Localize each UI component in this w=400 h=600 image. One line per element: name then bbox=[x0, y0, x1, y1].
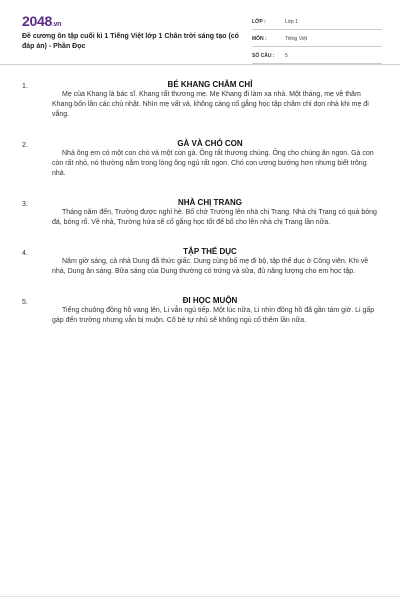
meta-label-grade: LỚP : bbox=[252, 18, 266, 25]
page-header bbox=[0, 0, 400, 65]
meta-label-subject: MÔN : bbox=[252, 35, 267, 42]
meta-label-question-count: SỐ CÂU : bbox=[252, 52, 275, 59]
passage-body: Mẹ của Khang là bác sĩ. Khang rất thương mẹ. Mẹ Khang đi làm xa nhà. Một tháng, mẹ về thăm Khang bốn lần các chủ nhật. Nhìn mẹ vất vả, không càng cố gắng học tập chăm chỉ dọn nhà khi mẹ đi vắng. bbox=[52, 91, 369, 118]
reading-passage bbox=[0, 138, 400, 179]
meta-row-grade bbox=[252, 14, 382, 30]
passage-number: 4. bbox=[22, 250, 28, 257]
meta-table bbox=[252, 14, 382, 65]
passage-number: 3. bbox=[22, 201, 28, 208]
reading-passage bbox=[0, 197, 400, 228]
reading-passage bbox=[0, 246, 400, 277]
reading-passage bbox=[0, 295, 400, 326]
meta-value-subject: Tiếng Việt bbox=[285, 35, 308, 42]
passage-number: 5. bbox=[22, 299, 28, 306]
passage-body: Năm giờ sáng, cả nhà Dung đã thức giấc. Dung cùng bố mẹ đi bộ, tập thể dục ở Công viên. Khi về nhà, Dung ăn sáng. Bữa sáng của Dung thường có trứng và sữa, đủ năng lượng cho em học tập. bbox=[52, 258, 369, 275]
passage-body: Tiếng chuông đồng hồ vang lên, Li vẫn ngủ tiếp. Một lúc nữa, Li nhìn đồng hồ đã gần tám giờ. Li gấp gáp đến trường nhưng vẫn bị muộn. Cô bé tự nhủ sẽ không ngủ cố thêm lần nữa. bbox=[52, 307, 375, 324]
meta-row-question-count bbox=[252, 48, 382, 64]
passage-title: NHÀ CHỊ TRANG bbox=[178, 198, 242, 207]
document-title: Đề cương ôn tập cuối kì 1 Tiếng Việt lớp 1 Chân trời sáng tạo (có đáp án) - Phần Đọc bbox=[22, 33, 239, 50]
site-logo[interactable] bbox=[22, 13, 61, 29]
reading-content bbox=[0, 76, 400, 344]
passage-title: TẬP THỂ DỤC bbox=[183, 247, 237, 256]
meta-value-grade: Lớp 1 bbox=[285, 18, 299, 25]
reading-passage bbox=[0, 79, 400, 120]
meta-row-subject bbox=[252, 31, 382, 47]
passage-number: 1. bbox=[22, 83, 28, 90]
passage-title: BÉ KHANG CHĂM CHỈ bbox=[167, 80, 253, 89]
passage-number: 2. bbox=[22, 142, 28, 149]
page-bottom-divider bbox=[0, 596, 400, 597]
logo-domain: .vn bbox=[51, 21, 62, 28]
passage-body: Tháng năm đến, Trường được nghỉ hè. Bố chở Trường lên nhà chị Trang. Nhà chị Trang có quả bóng đá, bóng rổ. Về nhà, Trường hứa sẽ cố gắng học tốt để bố cho lên nhà chị Trang lần nữa. bbox=[52, 209, 377, 226]
logo-text: 2048 bbox=[22, 13, 52, 29]
passage-title: ĐI HỌC MUỘN bbox=[182, 296, 238, 305]
passage-body: Nhà ông em có một con chó và một con gà. Ông rất thương chúng. Ông cho chúng ăn ngon. Gà con còn rất nhỏ, nó thường nằm trong lòng ông ngủ rất ngon. Chó con ương bướng hơn nhưng biết trông nhà. bbox=[52, 150, 374, 177]
passage-title: GÀ VÀ CHÓ CON bbox=[177, 139, 243, 148]
meta-value-question-count: 5 bbox=[285, 52, 288, 59]
